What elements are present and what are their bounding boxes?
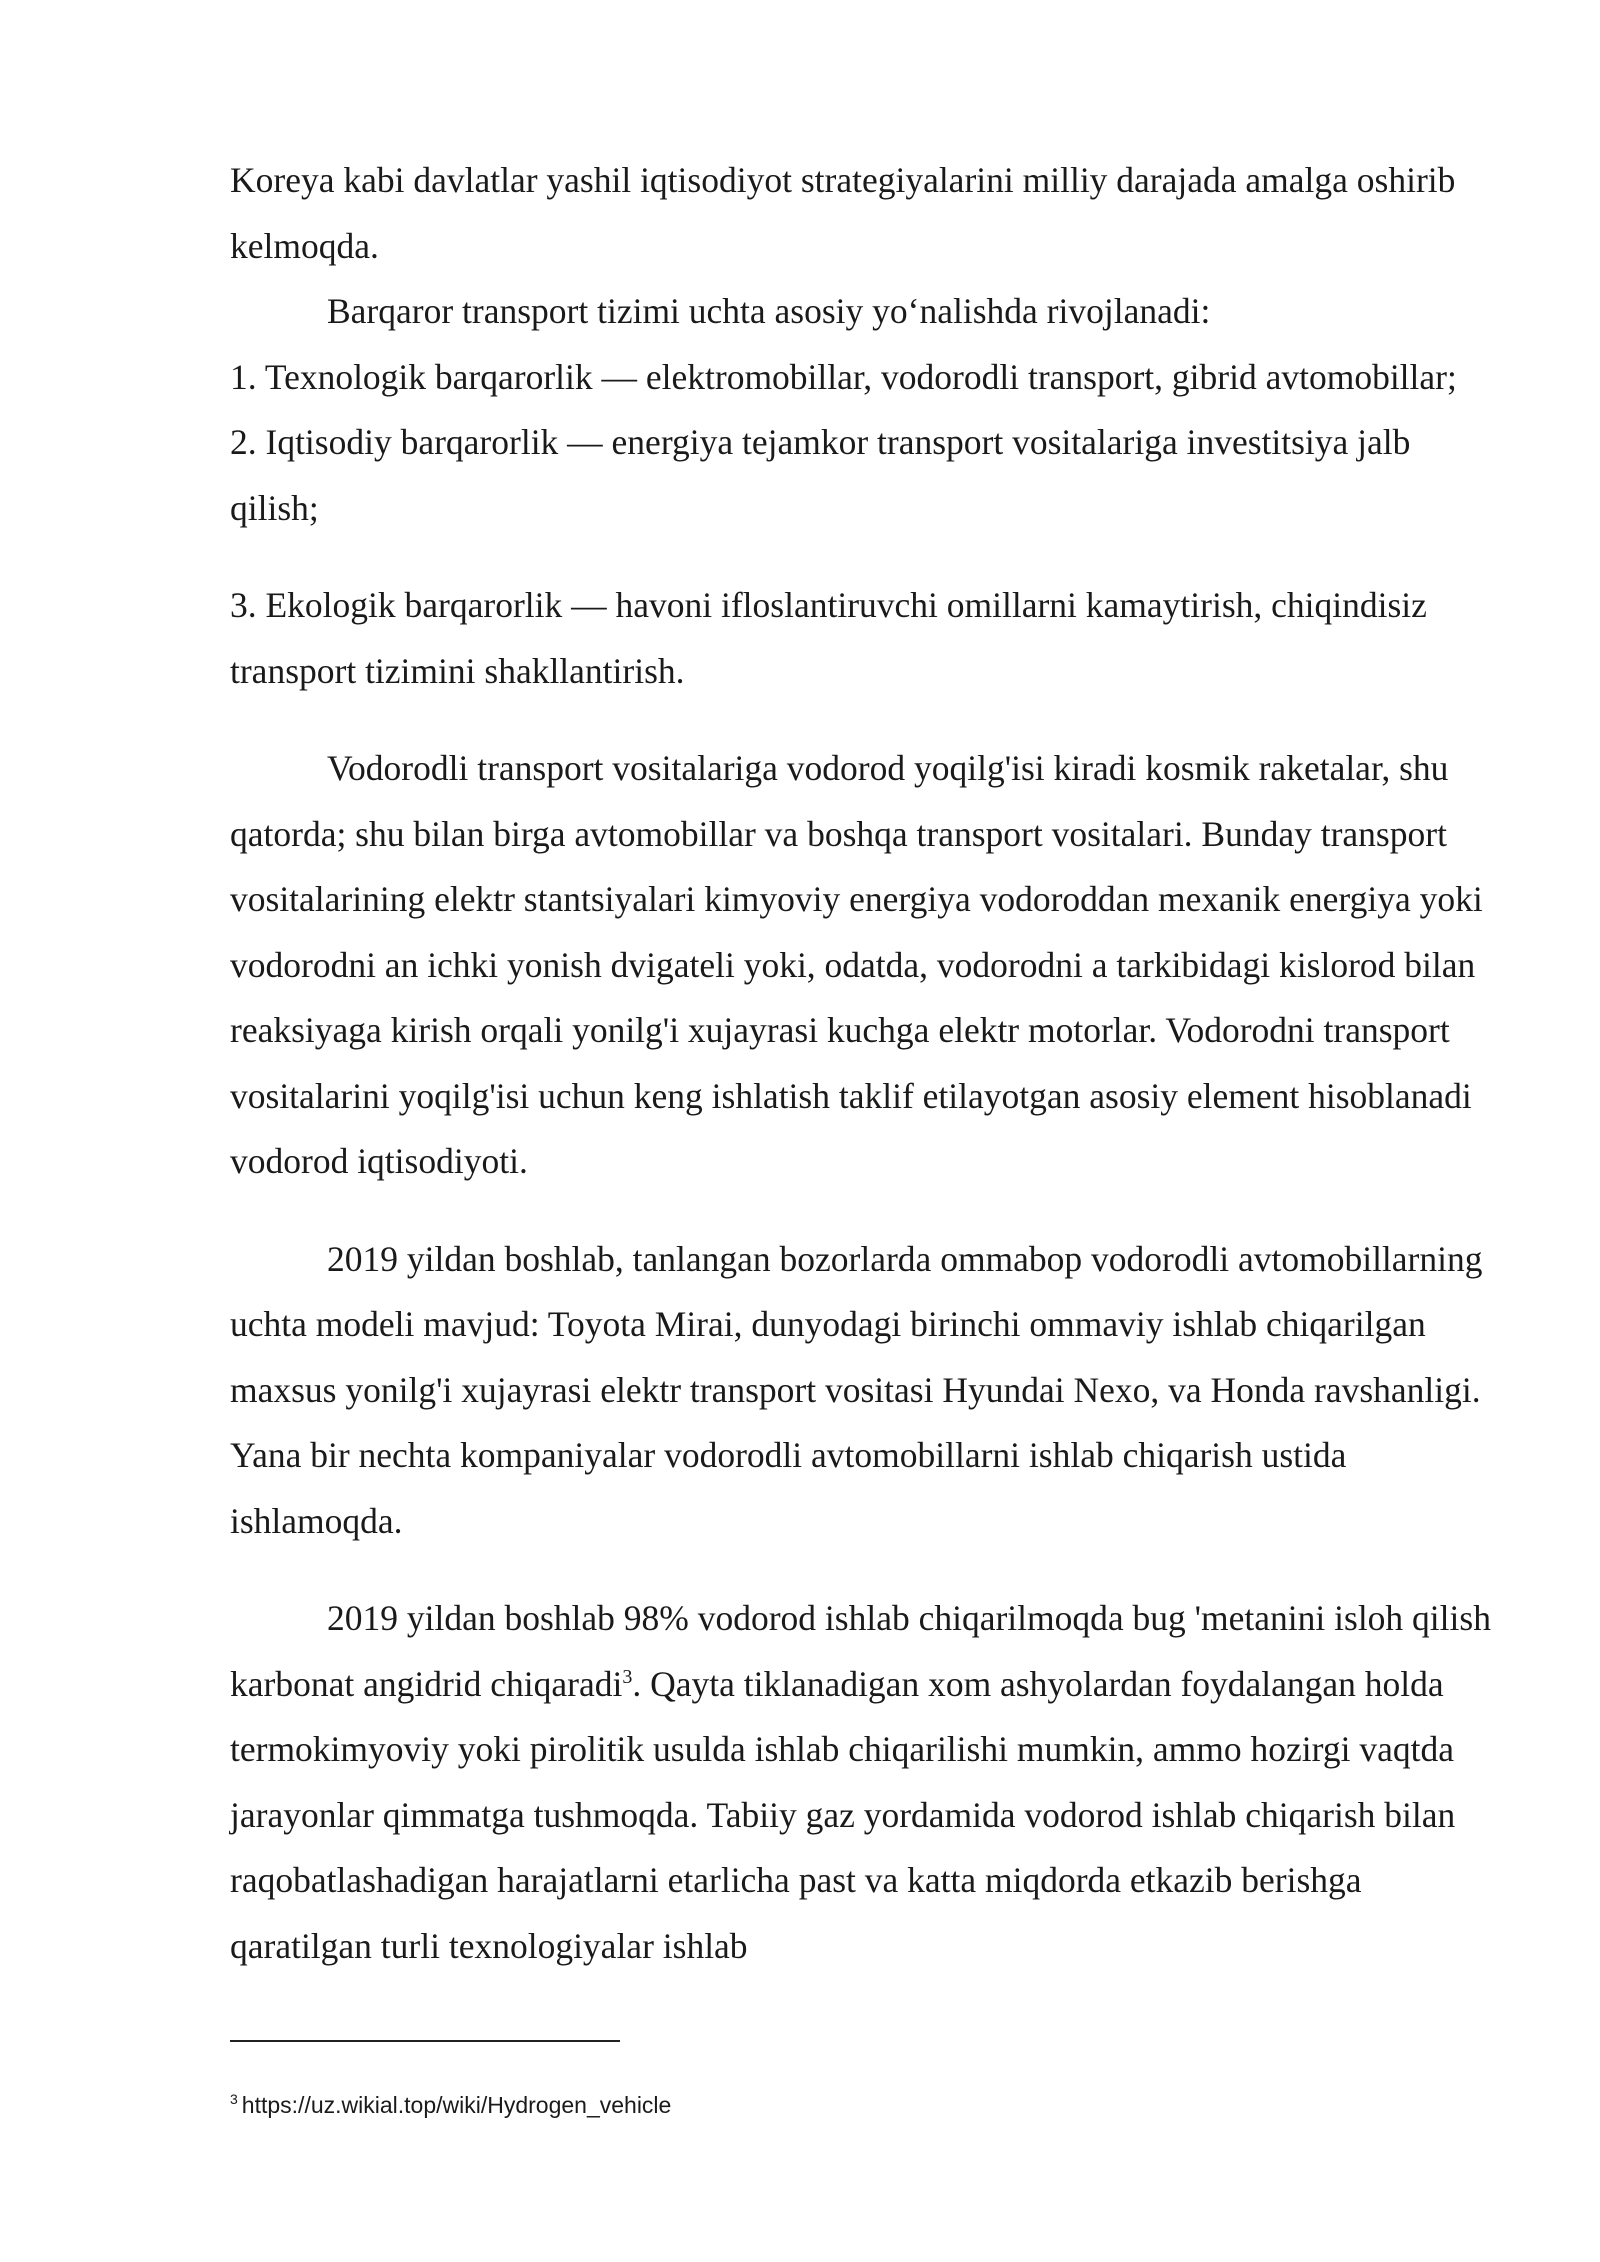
paragraph-hydrogen-vehicles: Vodorodli transport vositalariga vodorod yoqilg'isi kiradi kosmik raketalar, shu qatorda; shu bilan birga avtomobillar va boshqa transport vositalari. Bunday transport vositalarining elektr stantsiyalari kimyoviy energiya vodoroddan mexanik energiya yoki vodorodni an ichki yonish dvigateli yoki, odatda, vodorodni a tarkibidagi kislorod bilan reaksiyaga kirish orqali yonilg'i xujayrasi kuchga elektr motorlar. Vodorodni transport vositalarini yoqilg'isi uchun keng ishlatish taklif etilayotgan asosiy element hisoblanadi vodorod iqtisodiyoti. [230,748,1483,1181]
list-item-ecological: 3. Ekologik barqarorlik — havoni ifloslantiruvchi omillarni kamaytirish, chiqindisiz transport tizimini shakllantirish. [230,585,1427,691]
paragraph-models-2019: 2019 yildan boshlab, tanlangan bozorlarda ommabop vodorodli avtomobillarning uchta modeli mavjud: Toyota Mirai, dunyodagi birinchi ommaviy ishlab chiqarilgan maxsus yonilg'i xujayrasi elektr transport vositasi Hyundai Nexo, va Honda ravshanligi. Yana bir nechta kompaniyalar vodorodli avtomobillarni ishlab chiqarish ustida ishlamoqda. [230,1238,1483,1541]
footnote-separator [230,2040,620,2042]
document-body [230,148,1498,1979]
paragraph-production-text-b: . Qayta tiklanadigan xom ashyolardan foydalangan holda termokimyoviy yoki pirolitik usulda ishlab chiqarilishi mumkin, ammo hozirgi vaqtda jarayonlar qimmatga tushmoqda. Tabiiy gaz yordamida vodorod ishlab chiqarish bilan raqobatlashadigan harajatlarni etarlicha past va katta miqdorda etkazib berishga qaratilgan turli texnologiyalar ishlab [230,1663,1456,1966]
paragraph-intro: Koreya kabi davlatlar yashil iqtisodiyot strategiyalarini milliy darajada amalga oshirib kelmoqda. [230,160,1456,266]
footnote-reference[interactable]: 3 [622,1665,633,1688]
list-item-economic: 2. Iqtisodiy barqarorlik — energiya tejamkor transport vositalariga investitsiya jalb qilish; [230,422,1411,528]
list-item-technological: 1. Texnologik barqarorlik — elektromobillar, vodorodli transport, gibrid avtomobillar; [230,356,1457,397]
footnote-mark: 3 [230,2091,238,2108]
paragraph-production-2019 [230,1586,1498,1979]
paragraph-production-text-a: 2019 yildan boshlab 98% vodorod ishlab chiqarilmoqda bug 'metanini isloh qilish karbonat angidrid chiqaradi [230,1598,1491,1704]
paragraph-directions: Barqaror transport tizimi uchta asosiy yo‘nalishda rivojlanadi: [327,291,1211,331]
footnote [230,2088,671,2122]
footnote-link[interactable]: https://uz.wikial.top/wiki/Hydrogen_vehicle [241,2092,672,2118]
